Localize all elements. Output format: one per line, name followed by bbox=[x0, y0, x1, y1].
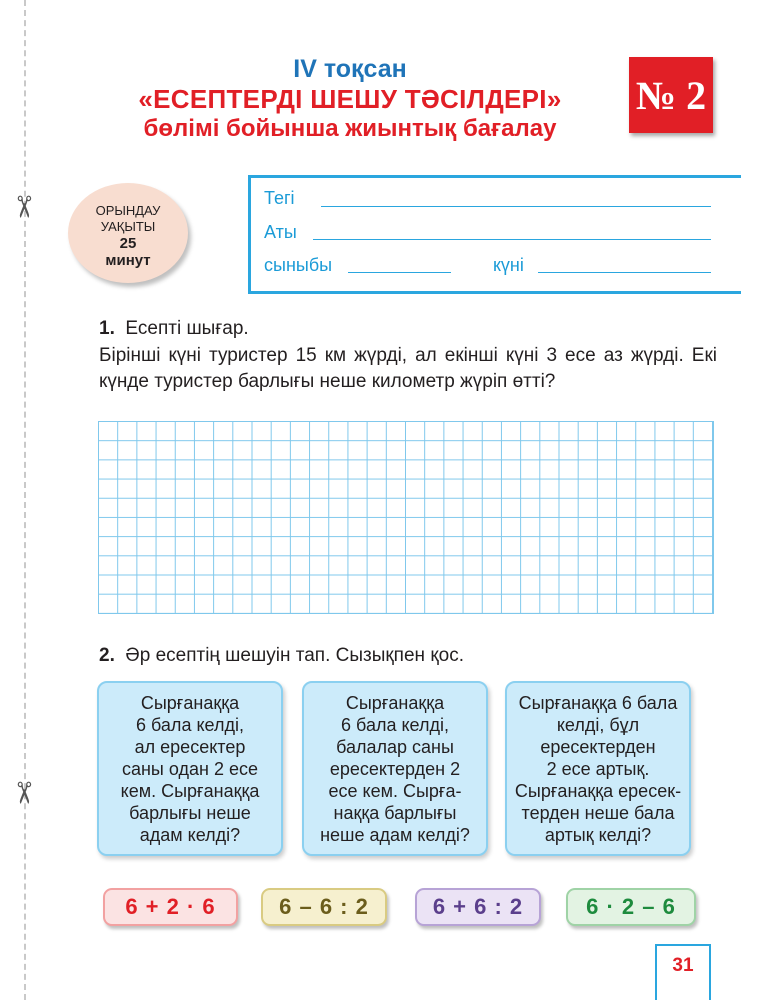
student-info-form bbox=[248, 175, 741, 294]
assessment-number-badge: № 2 bbox=[629, 57, 713, 133]
problem-card-3[interactable] bbox=[505, 681, 691, 856]
scissors-icon: ✂ bbox=[6, 780, 40, 806]
expression-card-1[interactable]: 6 + 2 · 6 bbox=[103, 888, 238, 926]
timer-badge bbox=[68, 183, 188, 283]
expression-card-2[interactable]: 6 – 6 : 2 bbox=[261, 888, 387, 926]
problem-card-text: Сырғанаққа 6 бала келді, бұл ересектерден 2 есе артық. Сырғанаққа ересек- терден неше бала артық келді? bbox=[514, 692, 682, 845]
timer-label-line1: ОРЫНДАУ bbox=[95, 203, 161, 218]
task1-heading bbox=[99, 316, 249, 342]
name-label: Аты bbox=[264, 222, 297, 242]
expression-card-4[interactable]: 6 · 2 – 6 bbox=[566, 888, 696, 926]
page-header bbox=[100, 54, 600, 144]
section-title: «ЕСЕПТЕРДІ ШЕШУ ТӘСІЛДЕРІ» bbox=[138, 84, 562, 114]
name-field[interactable] bbox=[313, 239, 711, 240]
problem-card-2[interactable] bbox=[302, 681, 488, 856]
task2-heading bbox=[99, 643, 464, 669]
task2-instruction: Әр есептің шешуін тап. Сызықпен қос. bbox=[125, 645, 464, 666]
timer-unit: минут bbox=[105, 252, 151, 269]
page-number: 31 bbox=[655, 944, 711, 1000]
expression-card-3[interactable]: 6 + 6 : 2 bbox=[415, 888, 541, 926]
date-label: күні bbox=[493, 255, 524, 275]
cut-line bbox=[24, 0, 26, 1000]
problem-card-text: Сырғанаққа 6 бала келді, балалар саны ересектерден 2 есе кем. Сырға- наққа барлығы неше адам келді? bbox=[320, 692, 470, 845]
scissors-icon: ✂ bbox=[6, 194, 40, 220]
problem-card-text: Сырғанаққа 6 бала келді, ал ересектер саны одан 2 есе кем. Сырғанаққа барлығы неше адам келді? bbox=[120, 692, 260, 845]
answer-grid[interactable] bbox=[98, 421, 714, 614]
task1-problem: Бірінші күні туристер 15 км жүрді, ал екінші күні 3 есе аз жүрді. Екі күнде туристер барлығы неше километр жүріп өтті? bbox=[99, 345, 717, 392]
quarter-label: IV тоқсан bbox=[293, 55, 407, 83]
problem-card-1[interactable] bbox=[97, 681, 283, 856]
timer-value: 25 bbox=[119, 235, 137, 252]
class-field[interactable] bbox=[348, 272, 451, 273]
task2-number: 2. bbox=[99, 645, 115, 666]
task1-instruction: Есепті шығар. bbox=[125, 318, 249, 339]
class-label: сыныбы bbox=[264, 255, 333, 275]
task1-number: 1. bbox=[99, 318, 115, 339]
assessment-subtitle: бөлімі бойынша жиынтық бағалау bbox=[143, 115, 557, 142]
surname-field[interactable] bbox=[321, 206, 711, 207]
date-field[interactable] bbox=[538, 272, 711, 273]
surname-label: Тегі bbox=[264, 188, 295, 208]
timer-label-line2: УАҚЫТЫ bbox=[100, 219, 156, 234]
